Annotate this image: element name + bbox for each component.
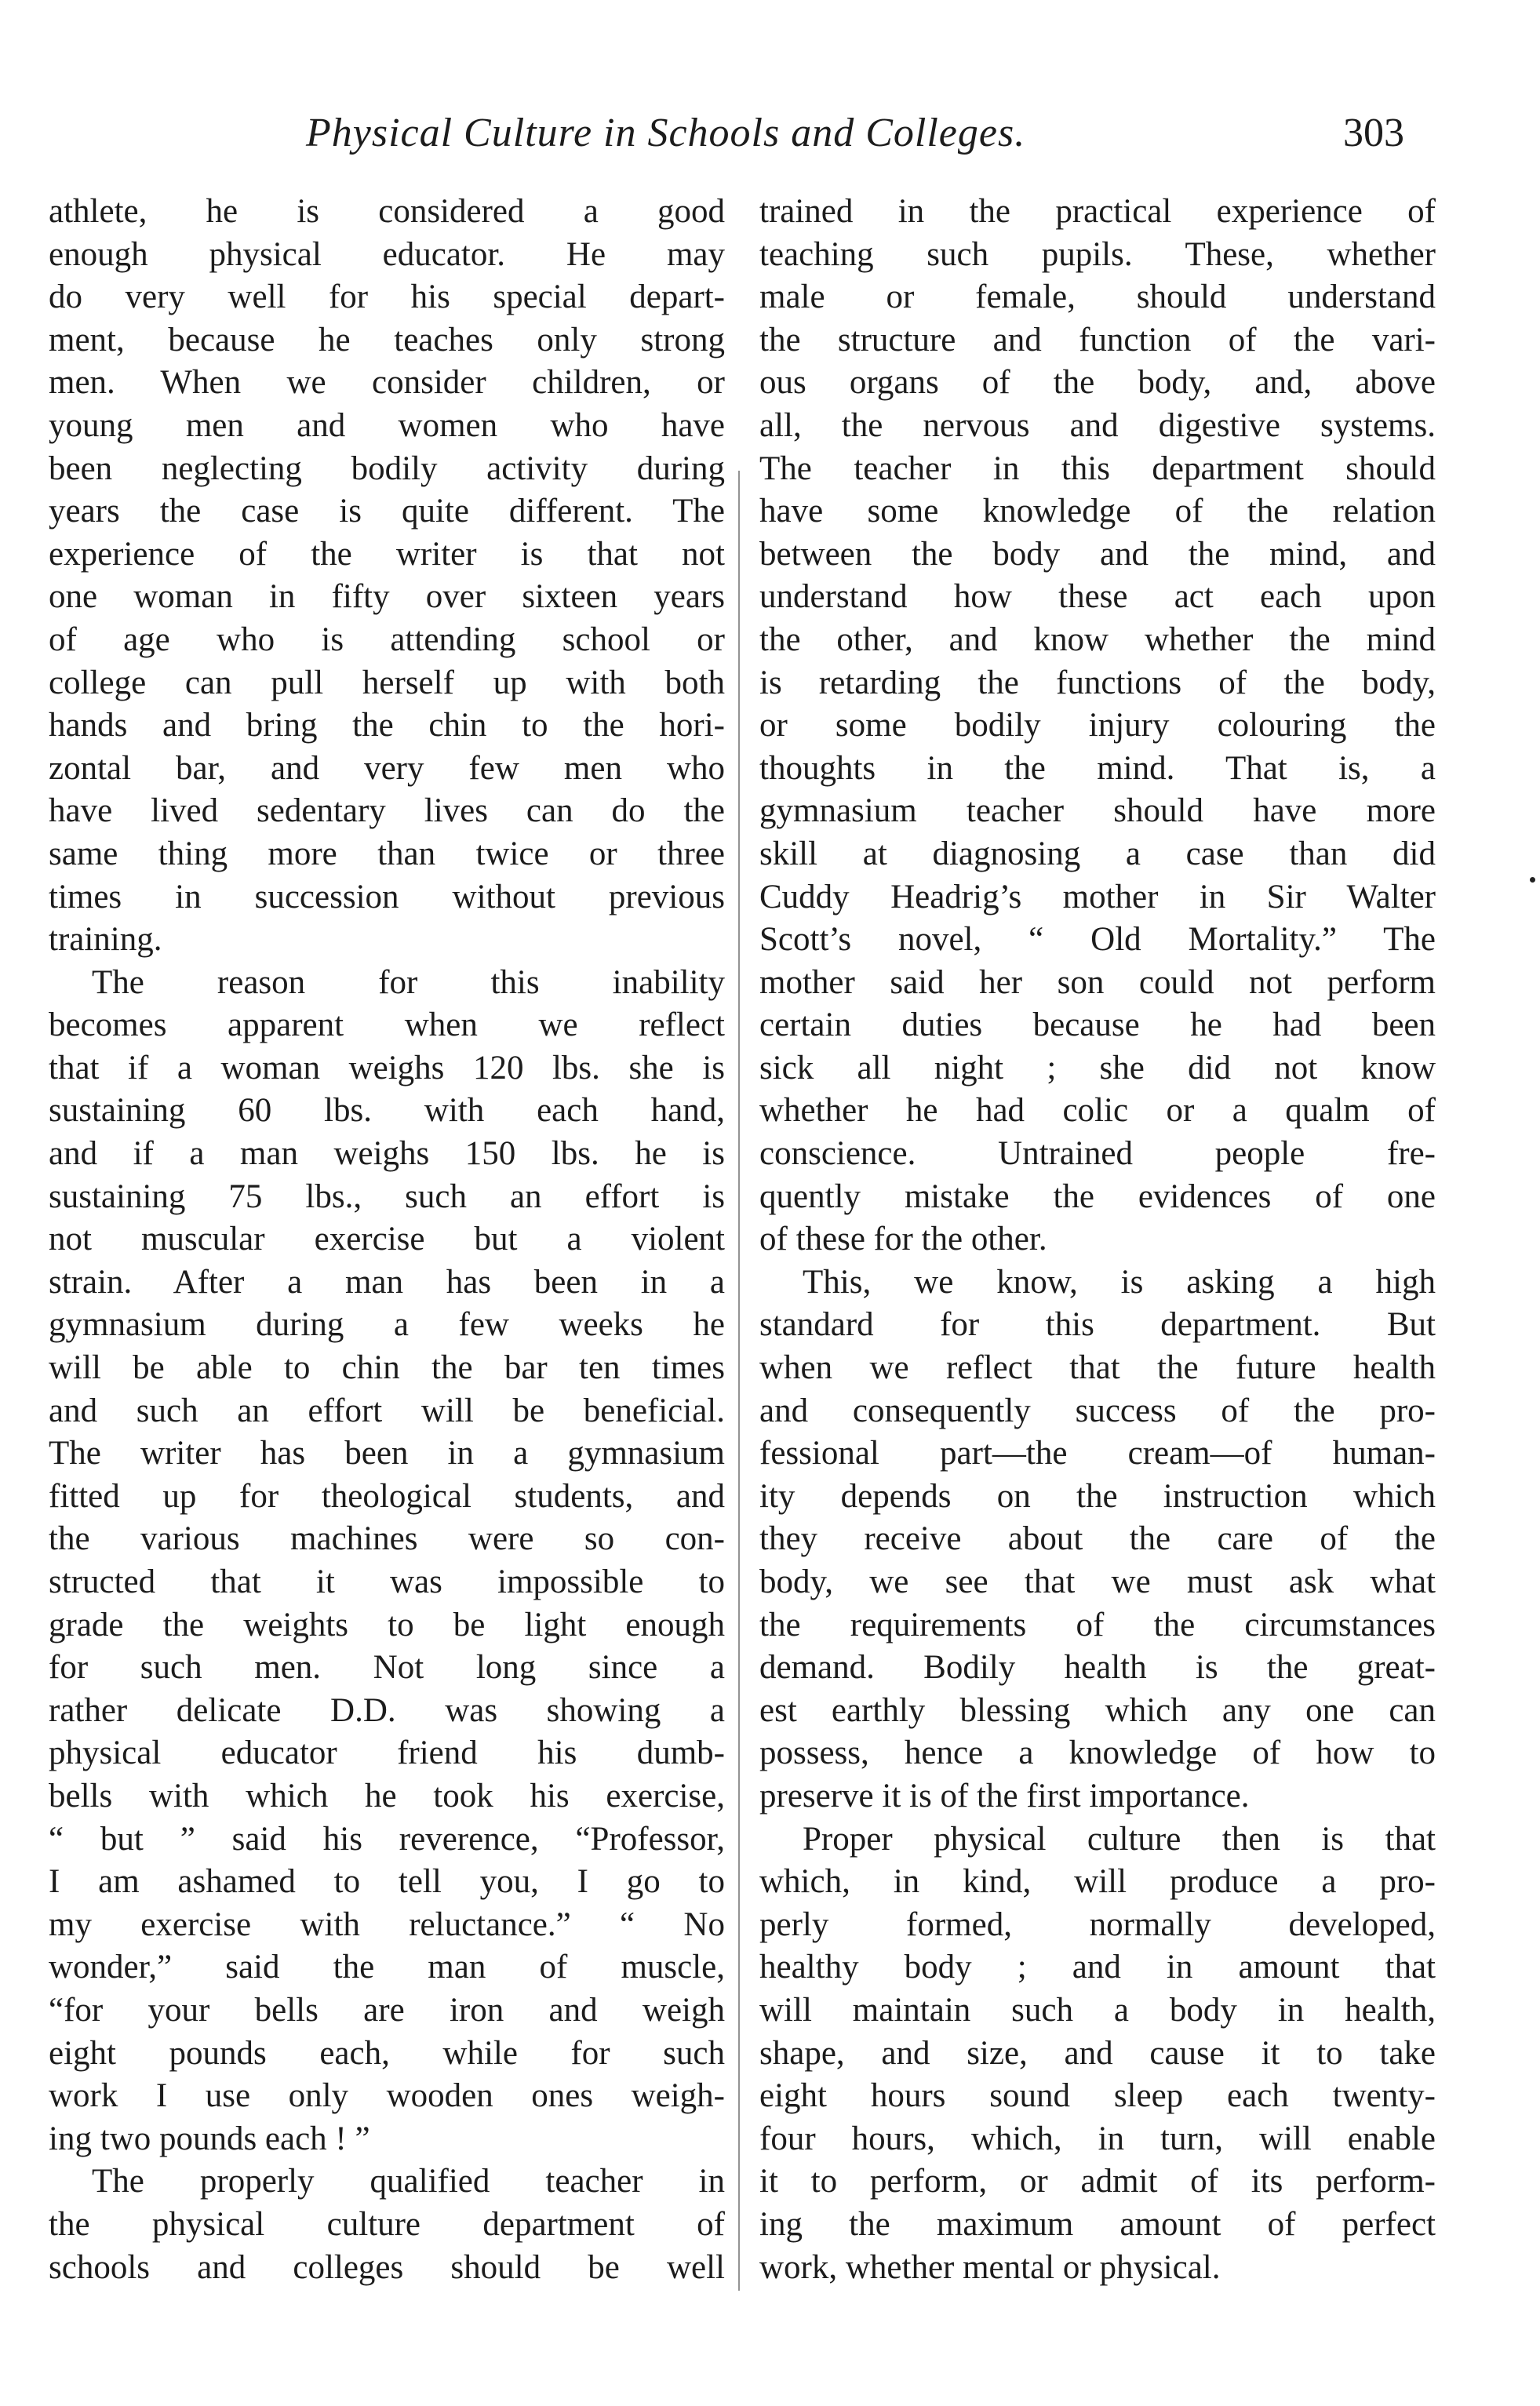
text-line: and consequently success of the pro-	[759, 1392, 1436, 1429]
text-line: zontal bar, and very few men who	[49, 749, 725, 787]
text-line: years the case is quite different. The	[49, 493, 725, 530]
text-line: quently mistake the evidences of one	[759, 1178, 1436, 1215]
text-line: mother said her son could not perform	[759, 963, 1436, 1001]
text-line: The reason for this inability	[92, 963, 725, 1001]
text-line: work I use only wooden ones weigh-	[49, 2077, 725, 2115]
text-line: and such an effort will be beneficial.	[49, 1392, 725, 1429]
text-line: The properly qualified teacher in	[92, 2163, 725, 2200]
text-line: same thing more than twice or three	[49, 835, 725, 872]
text-line: understand how these act each upon	[759, 578, 1436, 616]
text-line: for such men. Not long since a	[49, 1649, 725, 1687]
text-line: athlete, he is considered a good	[49, 193, 725, 230]
text-line: do very well for his special depart-	[49, 278, 725, 316]
text-line: gymnasium teacher should have more	[759, 792, 1436, 830]
text-line: when we reflect that the future health	[759, 1349, 1436, 1387]
text-line: sick all night ; she did not know	[759, 1049, 1436, 1087]
text-line: schools and colleges should be well	[49, 2248, 725, 2286]
text-line: gymnasium during a few weeks he	[49, 1306, 725, 1344]
ink-speck	[1530, 877, 1535, 883]
text-line: This, we know, is asking a high	[803, 1263, 1436, 1301]
text-line: not muscular exercise but a violent	[49, 1221, 725, 1258]
text-line: college can pull herself up with both	[49, 664, 725, 701]
text-line: perly formed, normally developed,	[759, 1906, 1436, 1943]
text-line: will be able to chin the bar ten times	[49, 1349, 725, 1387]
running-head	[0, 110, 1540, 173]
text-line: physical educator friend his dumb-	[49, 1734, 725, 1772]
text-line: strain. After a man has been in a	[49, 1263, 725, 1301]
text-line: skill at diagnosing a case than did	[759, 835, 1436, 872]
text-line: conscience. Untrained people fre-	[759, 1135, 1436, 1173]
text-line: four hours, which, in turn, will enable	[759, 2120, 1436, 2157]
text-line: eight pounds each, while for such	[49, 2034, 725, 2072]
text-line: ous organs of the body, and, above	[759, 364, 1436, 402]
left-column	[49, 191, 725, 2289]
text-line: Cuddy Headrig’s mother in Sir Walter	[759, 878, 1436, 915]
text-line: ing the maximum amount of perfect	[759, 2205, 1436, 2243]
page-number: 303	[1343, 111, 1404, 155]
text-line: possess, hence a knowledge of how to	[759, 1734, 1436, 1772]
right-column	[759, 191, 1436, 2289]
text-line: my exercise with reluctance.” “ No	[49, 1906, 725, 1943]
text-line: will maintain such a body in health,	[759, 1991, 1436, 2029]
text-line: I am ashamed to tell you, I go to	[49, 1863, 725, 1901]
text-line: the physical culture department of	[49, 2205, 725, 2243]
text-line: sustaining 60 lbs. with each hand,	[49, 1092, 725, 1130]
text-line: work, whether mental or physical.	[759, 2248, 1221, 2286]
text-line: have lived sedentary lives can do the	[49, 792, 725, 830]
text-line: The writer has been in a gymnasium	[49, 1435, 725, 1472]
running-title: Physical Culture in Schools and Colleges.	[306, 111, 1026, 155]
text-line: it to perform, or admit of its perform-	[759, 2163, 1436, 2200]
text-line: or some bodily injury colouring the	[759, 707, 1436, 744]
text-line: enough physical educator. He may	[49, 235, 725, 273]
text-line: the structure and function of the vari-	[759, 321, 1436, 359]
text-line: ing two pounds each ! ”	[49, 2120, 370, 2157]
text-line: thoughts in the mind. That is, a	[759, 749, 1436, 787]
text-line: demand. Bodily health is the great-	[759, 1649, 1436, 1687]
text-line: shape, and size, and cause it to take	[759, 2034, 1436, 2072]
text-line: grade the weights to be light enough	[49, 1606, 725, 1643]
text-line: structed that it was impossible to	[49, 1563, 725, 1600]
text-line: is retarding the functions of the body,	[759, 664, 1436, 701]
text-line: that if a woman weighs 120 lbs. she is	[49, 1049, 725, 1087]
text-line: rather delicate D.D. was showing a	[49, 1691, 725, 1729]
text-line: est earthly blessing which any one can	[759, 1691, 1436, 1729]
text-line: healthy body ; and in amount that	[759, 1949, 1436, 1986]
text-line: “ but ” said his reverence, “Professor,	[49, 1820, 725, 1858]
text-line: which, in kind, will produce a pro-	[759, 1863, 1436, 1901]
text-line: times in succession without previous	[49, 878, 725, 915]
text-line: The teacher in this department should	[759, 450, 1436, 487]
text-line: becomes apparent when we reflect	[49, 1006, 725, 1044]
text-line: eight hours sound sleep each twenty-	[759, 2077, 1436, 2115]
text-line: standard for this department. But	[759, 1306, 1436, 1344]
text-line: certain duties because he had been	[759, 1006, 1436, 1044]
text-line: all, the nervous and digestive systems.	[759, 406, 1436, 444]
text-line: of age who is attending school or	[49, 621, 725, 658]
text-line: experience of the writer is that not	[49, 535, 725, 573]
text-line: they receive about the care of the	[759, 1520, 1436, 1558]
text-line: and if a man weighs 150 lbs. he is	[49, 1135, 725, 1173]
text-line: preserve it is of the first importance.	[759, 1777, 1250, 1815]
text-line: wonder,” said the man of muscle,	[49, 1949, 725, 1986]
text-line: ment, because he teaches only strong	[49, 321, 725, 359]
text-line: the other, and know whether the mind	[759, 621, 1436, 658]
text-line: between the body and the mind, and	[759, 535, 1436, 573]
column-rule	[738, 471, 740, 2291]
text-line: whether he had colic or a qualm of	[759, 1092, 1436, 1130]
text-line: Scott’s novel, “ Old Mortality.” The	[759, 921, 1436, 959]
text-line: sustaining 75 lbs., such an effort is	[49, 1178, 725, 1215]
text-line: young men and women who have	[49, 406, 725, 444]
text-line: hands and bring the chin to the hori-	[49, 707, 725, 744]
text-line: fessional part—the cream—of human-	[759, 1435, 1436, 1472]
text-line: bells with which he took his exercise,	[49, 1777, 725, 1815]
text-line: the requirements of the circumstances	[759, 1606, 1436, 1643]
text-line: of these for the other.	[759, 1221, 1047, 1258]
text-line: have some knowledge of the relation	[759, 493, 1436, 530]
text-line: “for your bells are iron and weigh	[49, 1991, 725, 2029]
text-line: one woman in fifty over sixteen years	[49, 578, 725, 616]
text-line: ity depends on the instruction which	[759, 1477, 1436, 1515]
text-line: teaching such pupils. These, whether	[759, 235, 1436, 273]
text-line: training.	[49, 921, 162, 959]
text-line: Proper physical culture then is that	[803, 1820, 1436, 1858]
text-line: trained in the practical experience of	[759, 193, 1436, 230]
text-line: men. When we consider children, or	[49, 364, 725, 402]
text-line: the various machines were so con-	[49, 1520, 725, 1558]
text-line: been neglecting bodily activity during	[49, 450, 725, 487]
text-line: body, we see that we must ask what	[759, 1563, 1436, 1600]
text-line: male or female, should understand	[759, 278, 1436, 316]
text-line: fitted up for theological students, and	[49, 1477, 725, 1515]
